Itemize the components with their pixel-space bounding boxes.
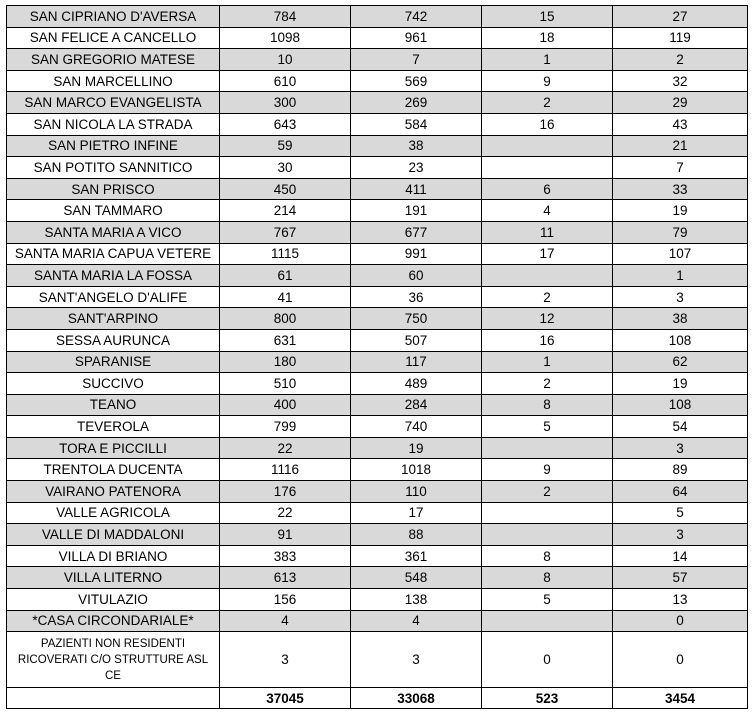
municipality-cell: VALLE AGRICOLA	[7, 502, 220, 524]
municipality-cell: SAN NICOLA LA STRADA	[7, 113, 220, 135]
table-row	[7, 92, 748, 114]
deaths-cell: 15	[482, 6, 613, 28]
recovered-cell: 269	[351, 92, 482, 114]
cases-cell: 41	[220, 286, 351, 308]
deaths-cell: 12	[482, 308, 613, 330]
deaths-cell: 2	[482, 286, 613, 308]
table-row	[7, 329, 748, 351]
positives-cell: 54	[613, 416, 748, 438]
cases-cell: 176	[220, 481, 351, 503]
table-row	[7, 221, 748, 243]
table-row	[7, 373, 748, 395]
deaths-cell	[482, 265, 613, 287]
positives-cell: 79	[613, 221, 748, 243]
cases-cell: 767	[220, 221, 351, 243]
table-row	[7, 70, 748, 92]
table-row	[7, 610, 748, 632]
positives-cell: 119	[613, 27, 748, 49]
deaths-cell: 9	[482, 70, 613, 92]
positives-cell: 3	[613, 286, 748, 308]
positives-cell: 43	[613, 113, 748, 135]
municipality-cell: *CASA CIRCONDARIALE*	[7, 610, 220, 632]
municipality-cell: SAN PIETRO INFINE	[7, 135, 220, 157]
recovered-cell: 110	[351, 481, 482, 503]
municipality-cell: SANTA MARIA CAPUA VETERE	[7, 243, 220, 265]
positives-cell: 32	[613, 70, 748, 92]
deaths-cell	[482, 437, 613, 459]
municipality-cell: SAN MARCELLINO	[7, 70, 220, 92]
recovered-cell: 33068	[351, 688, 482, 709]
municipality-cell: SANT'ARPINO	[7, 308, 220, 330]
positives-cell: 3	[613, 437, 748, 459]
cases-cell: 300	[220, 92, 351, 114]
table-row	[7, 688, 748, 709]
recovered-cell: 7	[351, 49, 482, 71]
table-row	[7, 524, 748, 546]
recovered-cell: 548	[351, 567, 482, 589]
positives-cell: 5	[613, 502, 748, 524]
table-row	[7, 481, 748, 503]
table-row	[7, 265, 748, 287]
deaths-cell: 11	[482, 221, 613, 243]
positives-cell: 7	[613, 157, 748, 179]
cases-cell: 510	[220, 373, 351, 395]
table-row	[7, 567, 748, 589]
recovered-cell: 138	[351, 589, 482, 611]
data-table-container	[6, 5, 748, 709]
municipality-table	[6, 5, 748, 709]
table-body	[7, 6, 748, 709]
positives-cell: 64	[613, 481, 748, 503]
cases-cell: 91	[220, 524, 351, 546]
table-row	[7, 545, 748, 567]
table-row	[7, 394, 748, 416]
recovered-cell: 88	[351, 524, 482, 546]
municipality-cell: SUCCIVO	[7, 373, 220, 395]
deaths-cell: 6	[482, 178, 613, 200]
table-row	[7, 286, 748, 308]
cases-cell: 61	[220, 265, 351, 287]
deaths-cell: 8	[482, 394, 613, 416]
table-row	[7, 632, 748, 688]
positives-cell: 89	[613, 459, 748, 481]
deaths-cell: 2	[482, 373, 613, 395]
table-row	[7, 437, 748, 459]
deaths-cell: 2	[482, 92, 613, 114]
table-row	[7, 502, 748, 524]
recovered-cell: 750	[351, 308, 482, 330]
municipality-cell: SANTA MARIA LA FOSSA	[7, 265, 220, 287]
cases-cell: 643	[220, 113, 351, 135]
positives-cell: 13	[613, 589, 748, 611]
municipality-cell	[7, 688, 220, 709]
table-row	[7, 243, 748, 265]
positives-cell: 14	[613, 545, 748, 567]
municipality-cell: VILLA DI BRIANO	[7, 545, 220, 567]
deaths-cell: 4	[482, 200, 613, 222]
recovered-cell: 19	[351, 437, 482, 459]
recovered-cell: 36	[351, 286, 482, 308]
deaths-cell: 18	[482, 27, 613, 49]
municipality-cell: SAN POTITO SANNITICO	[7, 157, 220, 179]
deaths-cell: 8	[482, 567, 613, 589]
table-row	[7, 49, 748, 71]
positives-cell: 38	[613, 308, 748, 330]
cases-cell: 214	[220, 200, 351, 222]
table-row	[7, 135, 748, 157]
deaths-cell: 5	[482, 589, 613, 611]
positives-cell: 29	[613, 92, 748, 114]
cases-cell: 631	[220, 329, 351, 351]
positives-cell: 3454	[613, 688, 748, 709]
municipality-cell: TEVEROLA	[7, 416, 220, 438]
deaths-cell: 1	[482, 49, 613, 71]
municipality-cell: SAN CIPRIANO D'AVERSA	[7, 6, 220, 28]
recovered-cell: 489	[351, 373, 482, 395]
recovered-cell: 961	[351, 27, 482, 49]
cases-cell: 180	[220, 351, 351, 373]
deaths-cell	[482, 524, 613, 546]
municipality-cell: SAN MARCO EVANGELISTA	[7, 92, 220, 114]
municipality-cell: SPARANISE	[7, 351, 220, 373]
cases-cell: 450	[220, 178, 351, 200]
recovered-cell: 284	[351, 394, 482, 416]
positives-cell: 0	[613, 632, 748, 688]
cases-cell: 784	[220, 6, 351, 28]
positives-cell: 19	[613, 373, 748, 395]
recovered-cell: 742	[351, 6, 482, 28]
municipality-cell: SAN PRISCO	[7, 178, 220, 200]
positives-cell: 57	[613, 567, 748, 589]
positives-cell: 3	[613, 524, 748, 546]
recovered-cell: 740	[351, 416, 482, 438]
cases-cell: 30	[220, 157, 351, 179]
positives-cell: 62	[613, 351, 748, 373]
recovered-cell: 411	[351, 178, 482, 200]
municipality-cell: TRENTOLA DUCENTA	[7, 459, 220, 481]
deaths-cell	[482, 157, 613, 179]
deaths-cell: 16	[482, 113, 613, 135]
deaths-cell: 9	[482, 459, 613, 481]
positives-cell: 27	[613, 6, 748, 28]
municipality-cell: SAN FELICE A CANCELLO	[7, 27, 220, 49]
table-row	[7, 157, 748, 179]
recovered-cell: 3	[351, 632, 482, 688]
municipality-cell: SANT'ANGELO D'ALIFE	[7, 286, 220, 308]
recovered-cell: 584	[351, 113, 482, 135]
recovered-cell: 4	[351, 610, 482, 632]
table-row	[7, 113, 748, 135]
recovered-cell: 38	[351, 135, 482, 157]
cases-cell: 37045	[220, 688, 351, 709]
cases-cell: 1115	[220, 243, 351, 265]
cases-cell: 799	[220, 416, 351, 438]
recovered-cell: 60	[351, 265, 482, 287]
cases-cell: 22	[220, 437, 351, 459]
deaths-cell: 16	[482, 329, 613, 351]
cases-cell: 613	[220, 567, 351, 589]
municipality-cell: TORA E PICCILLI	[7, 437, 220, 459]
recovered-cell: 1018	[351, 459, 482, 481]
positives-cell: 0	[613, 610, 748, 632]
municipality-cell: VILLA LITERNO	[7, 567, 220, 589]
municipality-cell: SESSA AURUNCA	[7, 329, 220, 351]
municipality-cell: SAN GREGORIO MATESE	[7, 49, 220, 71]
municipality-cell: VAIRANO PATENORA	[7, 481, 220, 503]
municipality-cell: TEANO	[7, 394, 220, 416]
cases-cell: 4	[220, 610, 351, 632]
positives-cell: 2	[613, 49, 748, 71]
cases-cell: 1098	[220, 27, 351, 49]
deaths-cell	[482, 135, 613, 157]
table-row	[7, 6, 748, 28]
deaths-cell	[482, 502, 613, 524]
cases-cell: 10	[220, 49, 351, 71]
cases-cell: 800	[220, 308, 351, 330]
deaths-cell: 1	[482, 351, 613, 373]
positives-cell: 107	[613, 243, 748, 265]
cases-cell: 156	[220, 589, 351, 611]
recovered-cell: 23	[351, 157, 482, 179]
municipality-cell: SANTA MARIA A VICO	[7, 221, 220, 243]
cases-cell: 1116	[220, 459, 351, 481]
positives-cell: 21	[613, 135, 748, 157]
table-row	[7, 27, 748, 49]
deaths-cell	[482, 610, 613, 632]
table-row	[7, 459, 748, 481]
municipality-cell: PAZIENTI NON RESIDENTI RICOVERATI C/O STRUTTURE ASL CE	[7, 632, 220, 688]
cases-cell: 610	[220, 70, 351, 92]
cases-cell: 400	[220, 394, 351, 416]
positives-cell: 108	[613, 329, 748, 351]
recovered-cell: 191	[351, 200, 482, 222]
municipality-cell: VALLE DI MADDALONI	[7, 524, 220, 546]
recovered-cell: 507	[351, 329, 482, 351]
recovered-cell: 17	[351, 502, 482, 524]
table-row	[7, 351, 748, 373]
cases-cell: 59	[220, 135, 351, 157]
deaths-cell: 17	[482, 243, 613, 265]
deaths-cell: 5	[482, 416, 613, 438]
cases-cell: 3	[220, 632, 351, 688]
recovered-cell: 569	[351, 70, 482, 92]
cases-cell: 22	[220, 502, 351, 524]
table-row	[7, 200, 748, 222]
deaths-cell: 2	[482, 481, 613, 503]
positives-cell: 1	[613, 265, 748, 287]
positives-cell: 108	[613, 394, 748, 416]
deaths-cell: 0	[482, 632, 613, 688]
municipality-cell: VITULAZIO	[7, 589, 220, 611]
table-row	[7, 178, 748, 200]
recovered-cell: 361	[351, 545, 482, 567]
recovered-cell: 677	[351, 221, 482, 243]
table-row	[7, 308, 748, 330]
table-row	[7, 589, 748, 611]
recovered-cell: 991	[351, 243, 482, 265]
deaths-cell: 523	[482, 688, 613, 709]
cases-cell: 383	[220, 545, 351, 567]
positives-cell: 33	[613, 178, 748, 200]
municipality-cell: SAN TAMMARO	[7, 200, 220, 222]
positives-cell: 19	[613, 200, 748, 222]
table-row	[7, 416, 748, 438]
deaths-cell: 8	[482, 545, 613, 567]
recovered-cell: 117	[351, 351, 482, 373]
